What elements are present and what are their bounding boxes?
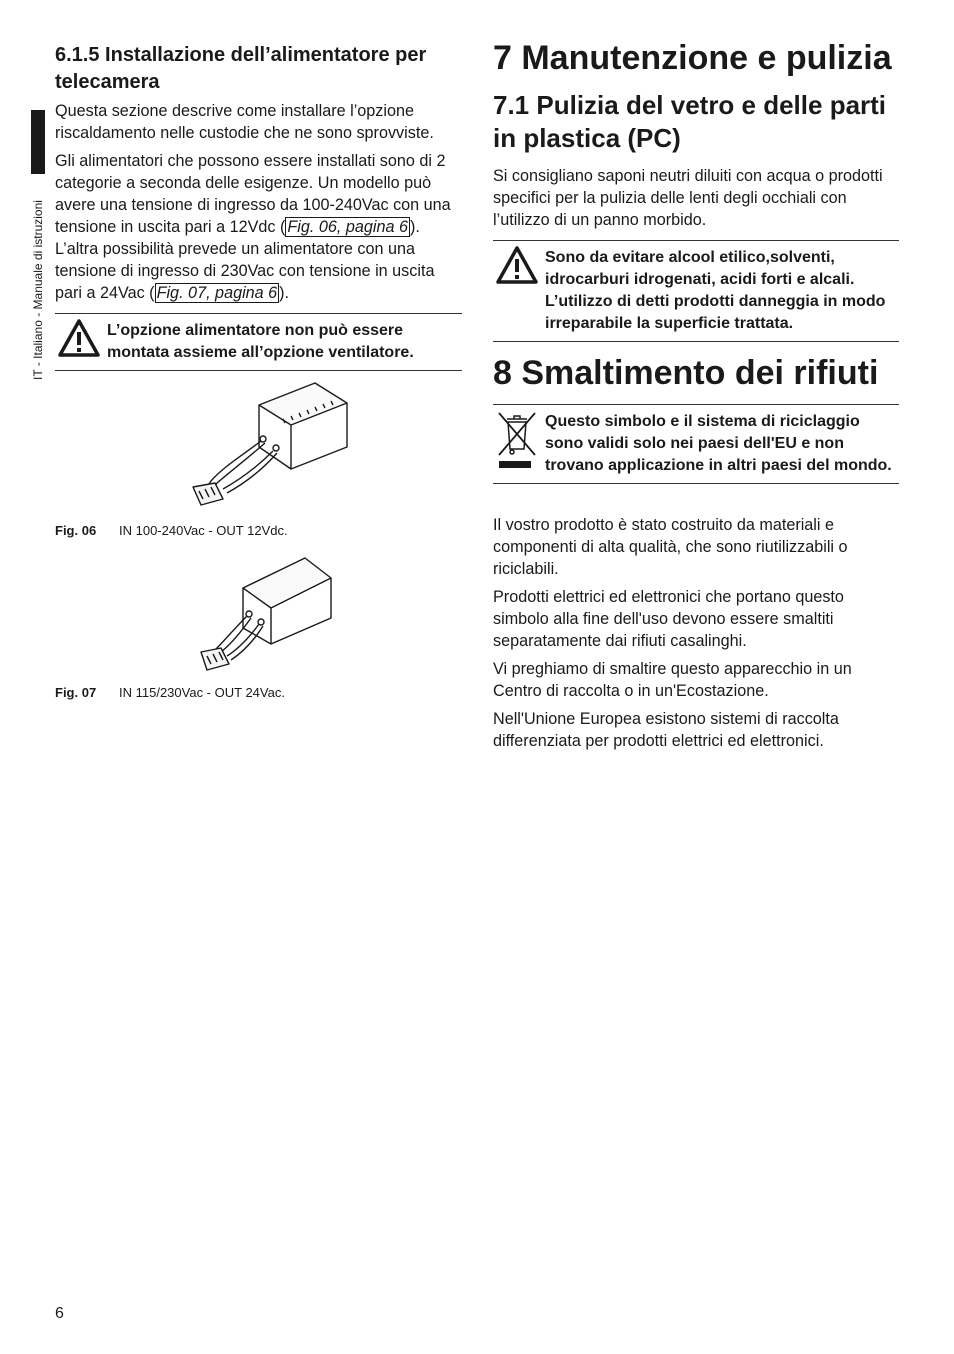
paragraph-text: ). L’altra possibilità prevede un alimentatore con una tensione di ingresso di 230Vac con tensione in uscita pari a 24Vac ( — [55, 218, 435, 302]
section-heading-6-1-5: 6.1.5 Installazione dell’alimentatore per telecamera — [55, 44, 427, 93]
sidebar-label: IT - Italiano - Manuale di istruzioni — [31, 200, 45, 380]
figure-link-06[interactable]: Fig. 06, pagina 6 — [287, 218, 408, 236]
paragraph-intro: Questa sezione descrive come installare l’opzione riscaldamento nelle custodie che ne sono sprovviste. — [55, 102, 434, 142]
figure-06-caption — [55, 523, 288, 538]
warning-box — [55, 313, 462, 371]
chapter-heading-8: 8 Smaltimento dei rifiuti — [493, 354, 879, 392]
paragraph-text: Gli alimentatori che possono essere installati sono di 2 categorie a seconda delle esigenze. Un modello può avere una tensione di ingresso da 100-240Vac con una tensione in uscita pari a 12Vdc ( — [55, 152, 451, 236]
paragraph-recycling-4: Nell'Unione Europea esistono sistemi di raccolta differenziata per prodotti elettrici ed elettronici. — [493, 710, 839, 750]
warning-text: Sono da evitare alcool etilico,solventi, idrocarburi idrogenati, acidi forti e alcali. L’utilizzo di detti prodotti danneggia in modo irreparabile la superficie trattata. — [545, 249, 886, 332]
sidebar-marker — [31, 110, 45, 174]
figure-caption-text: IN 115/230Vac - OUT 24Vac. — [119, 685, 285, 700]
page-number: 6 — [55, 1305, 64, 1322]
figure-label: Fig. 07 — [55, 685, 97, 700]
section-heading-7-1: 7.1 Pulizia del vetro e delle parti in plastica (PC) — [493, 90, 887, 153]
chapter-heading-7: 7 Manutenzione e pulizia — [493, 39, 892, 77]
figure-07-caption — [55, 685, 285, 700]
paragraph-power-supplies — [55, 150, 462, 304]
warning-triangle-icon — [57, 318, 101, 358]
paragraph-recycling-1: Il vostro prodotto è stato costruito da materiali e componenti di alta qualità, che sono riutilizzabili o riciclabili. — [493, 516, 848, 578]
paragraph-recycling-2: Prodotti elettrici ed elettronici che portano questo simbolo alla fine dell'uso devono essere smaltiti separatamente dai rifiuti casalinghi. — [493, 588, 844, 650]
warning-triangle-icon — [495, 245, 539, 285]
figure-label: Fig. 06 — [55, 523, 97, 538]
warning-box — [493, 240, 899, 342]
recycling-notice-box — [493, 404, 899, 484]
paragraph-text: ). — [279, 284, 290, 302]
paragraph-cleaning: Si consigliano saponi neutri diluiti con acqua o prodotti specifici per la pulizia delle lenti degli occhiali con l’utilizzo di un panno morbido. — [493, 167, 883, 229]
figure-link-07[interactable]: Fig. 07, pagina 6 — [156, 284, 278, 302]
power-supply-12vdc-image — [163, 375, 363, 515]
weee-crossed-bin-icon — [495, 409, 539, 471]
paragraph-recycling-3: Vi preghiamo di smaltire questo apparecchio in un Centro di raccolta o in un'Ecostazione. — [493, 660, 852, 700]
figure-caption-text: IN 100-240Vac - OUT 12Vdc. — [119, 523, 288, 538]
warning-text: L’opzione alimentatore non può essere montata assieme all’opzione ventilatore. — [107, 322, 414, 361]
power-supply-24vac-image — [179, 552, 339, 676]
recycling-notice-text: Questo simbolo e il sistema di riciclaggio sono validi solo nei paesi dell'EU e non trovano applicazione in altri paesi del mondo. — [545, 413, 892, 474]
